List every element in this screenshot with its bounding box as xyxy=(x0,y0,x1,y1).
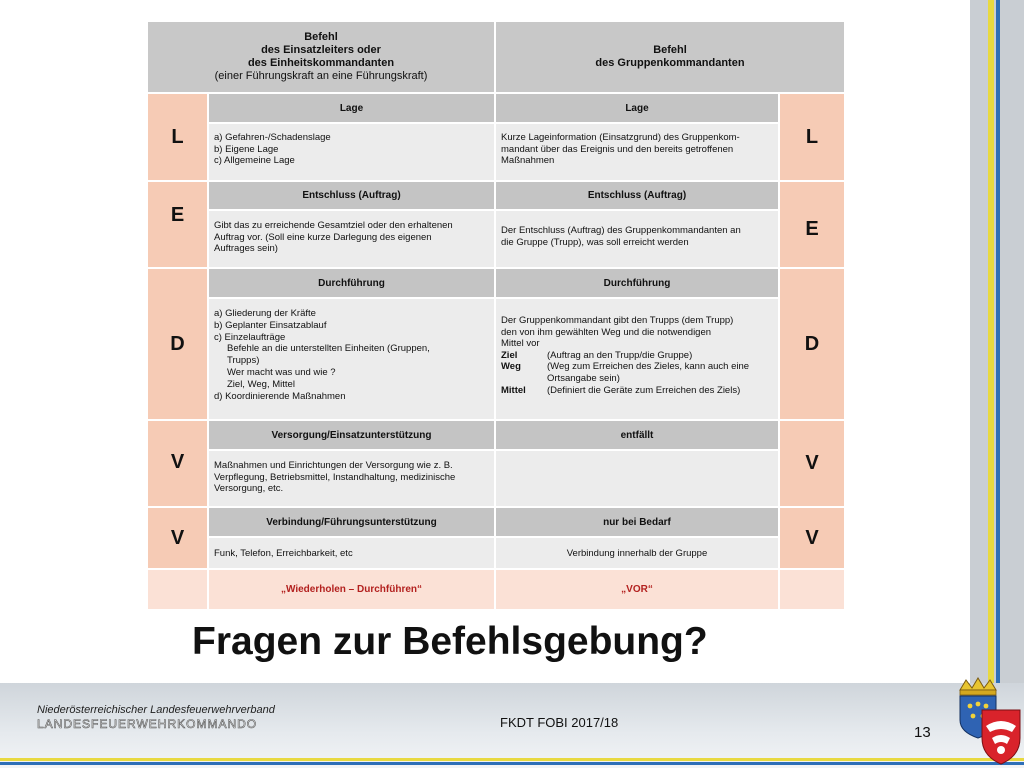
row-body-left xyxy=(208,537,495,569)
row-body-right xyxy=(495,123,779,181)
body-line: c) Allgemeine Lage xyxy=(214,155,295,167)
body-line: Gibt das zu erreichende Gesamtziel oder den erhaltenen xyxy=(214,220,453,231)
body-line: Ziel, Weg, Mittel xyxy=(227,378,295,390)
row-title-right: nur bei Bedarf xyxy=(495,507,779,537)
row-title-left: Lage xyxy=(208,93,495,123)
row-body-left xyxy=(208,123,495,181)
term-desc: (Weg zum Erreichen des Zieles, kann auch eine xyxy=(547,361,750,373)
footer-left-cell: „Wiederholen – Durchführen“ xyxy=(208,569,495,610)
row-title-right: entfällt xyxy=(495,420,779,450)
footer-line-blue xyxy=(0,762,1024,765)
row-body-left xyxy=(208,450,495,507)
header-left-line: des Einsatzleiters oder xyxy=(261,44,381,56)
term-line xyxy=(501,361,773,373)
header-right xyxy=(495,21,845,93)
row-title-right: Entschluss (Auftrag) xyxy=(495,181,779,210)
body-line: Maßnahmen und Einrichtungen der Versorgung wie z. B. xyxy=(214,460,453,471)
body-line: c) Einzelaufträge xyxy=(214,331,286,343)
row-title-right: Durchführung xyxy=(495,268,779,298)
page-number: 13 xyxy=(914,724,931,741)
term-line xyxy=(501,385,773,397)
body-line: Maßnahmen xyxy=(501,155,555,167)
row-letter-left: V xyxy=(147,507,208,569)
row-title-right: Lage xyxy=(495,93,779,123)
body-line: die Gruppe (Trupp), was soll erreicht werden xyxy=(501,236,689,248)
row-title-left: Durchführung xyxy=(208,268,495,298)
row-letter-right: V xyxy=(779,420,845,507)
body-line: Der Entschluss (Auftrag) des Gruppenkommandanten an xyxy=(501,225,741,236)
row-letter-left: D xyxy=(147,268,208,420)
row-body-right xyxy=(495,210,779,268)
row-body-right xyxy=(495,537,779,569)
row-body-left xyxy=(208,210,495,268)
row-letter-right: V xyxy=(779,507,845,569)
body-line: Der Gruppenkommandant gibt den Trupps (dem Trupp) xyxy=(501,315,734,326)
row-body-right-empty xyxy=(495,450,779,507)
decor-stripe-blue xyxy=(996,0,1000,768)
row-title-left: Verbindung/Führungsunterstützung xyxy=(208,507,495,537)
footer-line-yellow xyxy=(0,758,1024,761)
befehl-table xyxy=(147,21,845,610)
crest-icon xyxy=(952,676,1022,766)
term-desc: (Definiert die Geräte zum Erreichen des Ziels) xyxy=(547,384,741,396)
row-title-left: Entschluss (Auftrag) xyxy=(208,181,495,210)
body-line: Befehle an die unterstellten Einheiten (Gruppen, xyxy=(227,343,430,355)
term-line xyxy=(501,350,773,362)
header-left-line: des Einheitskommandanten xyxy=(247,57,395,69)
body-line: Funk, Telefon, Erreichbarkeit, etc xyxy=(214,548,353,559)
body-line: Trupps) xyxy=(227,355,260,367)
header-right-line: des Gruppenkommandanten xyxy=(595,57,745,69)
row-letter-right: D xyxy=(779,268,845,420)
row-body-right xyxy=(495,298,779,420)
org-subtitle: LANDESFEUERWEHRKOMMANDO xyxy=(37,717,258,731)
org-name: Niederösterreichischer Landesfeuerwehrverband xyxy=(37,704,275,716)
header-left-line: (einer Führungskraft an eine Führungskraft) xyxy=(214,70,428,82)
term-desc: (Auftrag an den Trupp/die Gruppe) xyxy=(547,349,693,361)
body-line: Wer macht was und wie ? xyxy=(227,366,336,378)
header-left-line: Befehl xyxy=(304,31,338,43)
right-decor-band xyxy=(970,0,1024,768)
footer-row-spacer xyxy=(147,569,208,610)
row-letter-left: L xyxy=(147,93,208,181)
body-line: Kurze Lageinformation (Einsatzgrund) des Gruppenkom- xyxy=(501,132,740,143)
row-letter-right: E xyxy=(779,181,845,268)
row-title-left: Versorgung/Einsatzunterstützung xyxy=(208,420,495,450)
slide-title: Fragen zur Befehlsgebung? xyxy=(192,620,708,663)
body-line: a) Gliederung der Kräfte xyxy=(214,308,316,319)
footer-row-spacer xyxy=(779,569,845,610)
header-left xyxy=(147,21,495,93)
body-line: d) Koordinierende Maßnahmen xyxy=(214,390,346,402)
body-line: a) Gefahren-/Schadenslage xyxy=(214,132,331,143)
body-line: mandant über das Ereignis und den bereits getroffenen xyxy=(501,143,734,155)
body-line: b) Eigene Lage xyxy=(214,143,279,155)
body-line: Verpflegung, Betriebsmittel, Instandhaltung, medizinische xyxy=(214,471,456,483)
header-right-line: Befehl xyxy=(653,44,687,56)
row-letter-right: L xyxy=(779,93,845,181)
term-desc: Ortsangabe sein) xyxy=(547,372,620,384)
row-body-left xyxy=(208,298,495,420)
body-line: Auftrag vor. (Soll eine kurze Darlegung des eigenen xyxy=(214,231,432,243)
body-line: Auftrages sein) xyxy=(214,243,278,255)
body-line: Mittel vor xyxy=(501,338,540,350)
body-line: b) Geplanter Einsatzablauf xyxy=(214,319,327,331)
term-label: Weg xyxy=(501,361,521,373)
term-line xyxy=(501,373,773,385)
row-letter-left: V xyxy=(147,420,208,507)
term-label: Ziel xyxy=(501,349,518,361)
row-letter-left: E xyxy=(147,181,208,268)
body-line: Verbindung innerhalb der Gruppe xyxy=(566,548,708,559)
term-label: Mittel xyxy=(501,384,526,396)
body-line: Versorgung, etc. xyxy=(214,483,284,495)
footer-right-cell: „VOR“ xyxy=(495,569,779,610)
footer-course-label: FKDT FOBI 2017/18 xyxy=(500,715,619,730)
decor-stripe-yellow xyxy=(988,0,994,768)
body-line: den von ihm gewählten Weg und die notwendigen xyxy=(501,326,712,338)
